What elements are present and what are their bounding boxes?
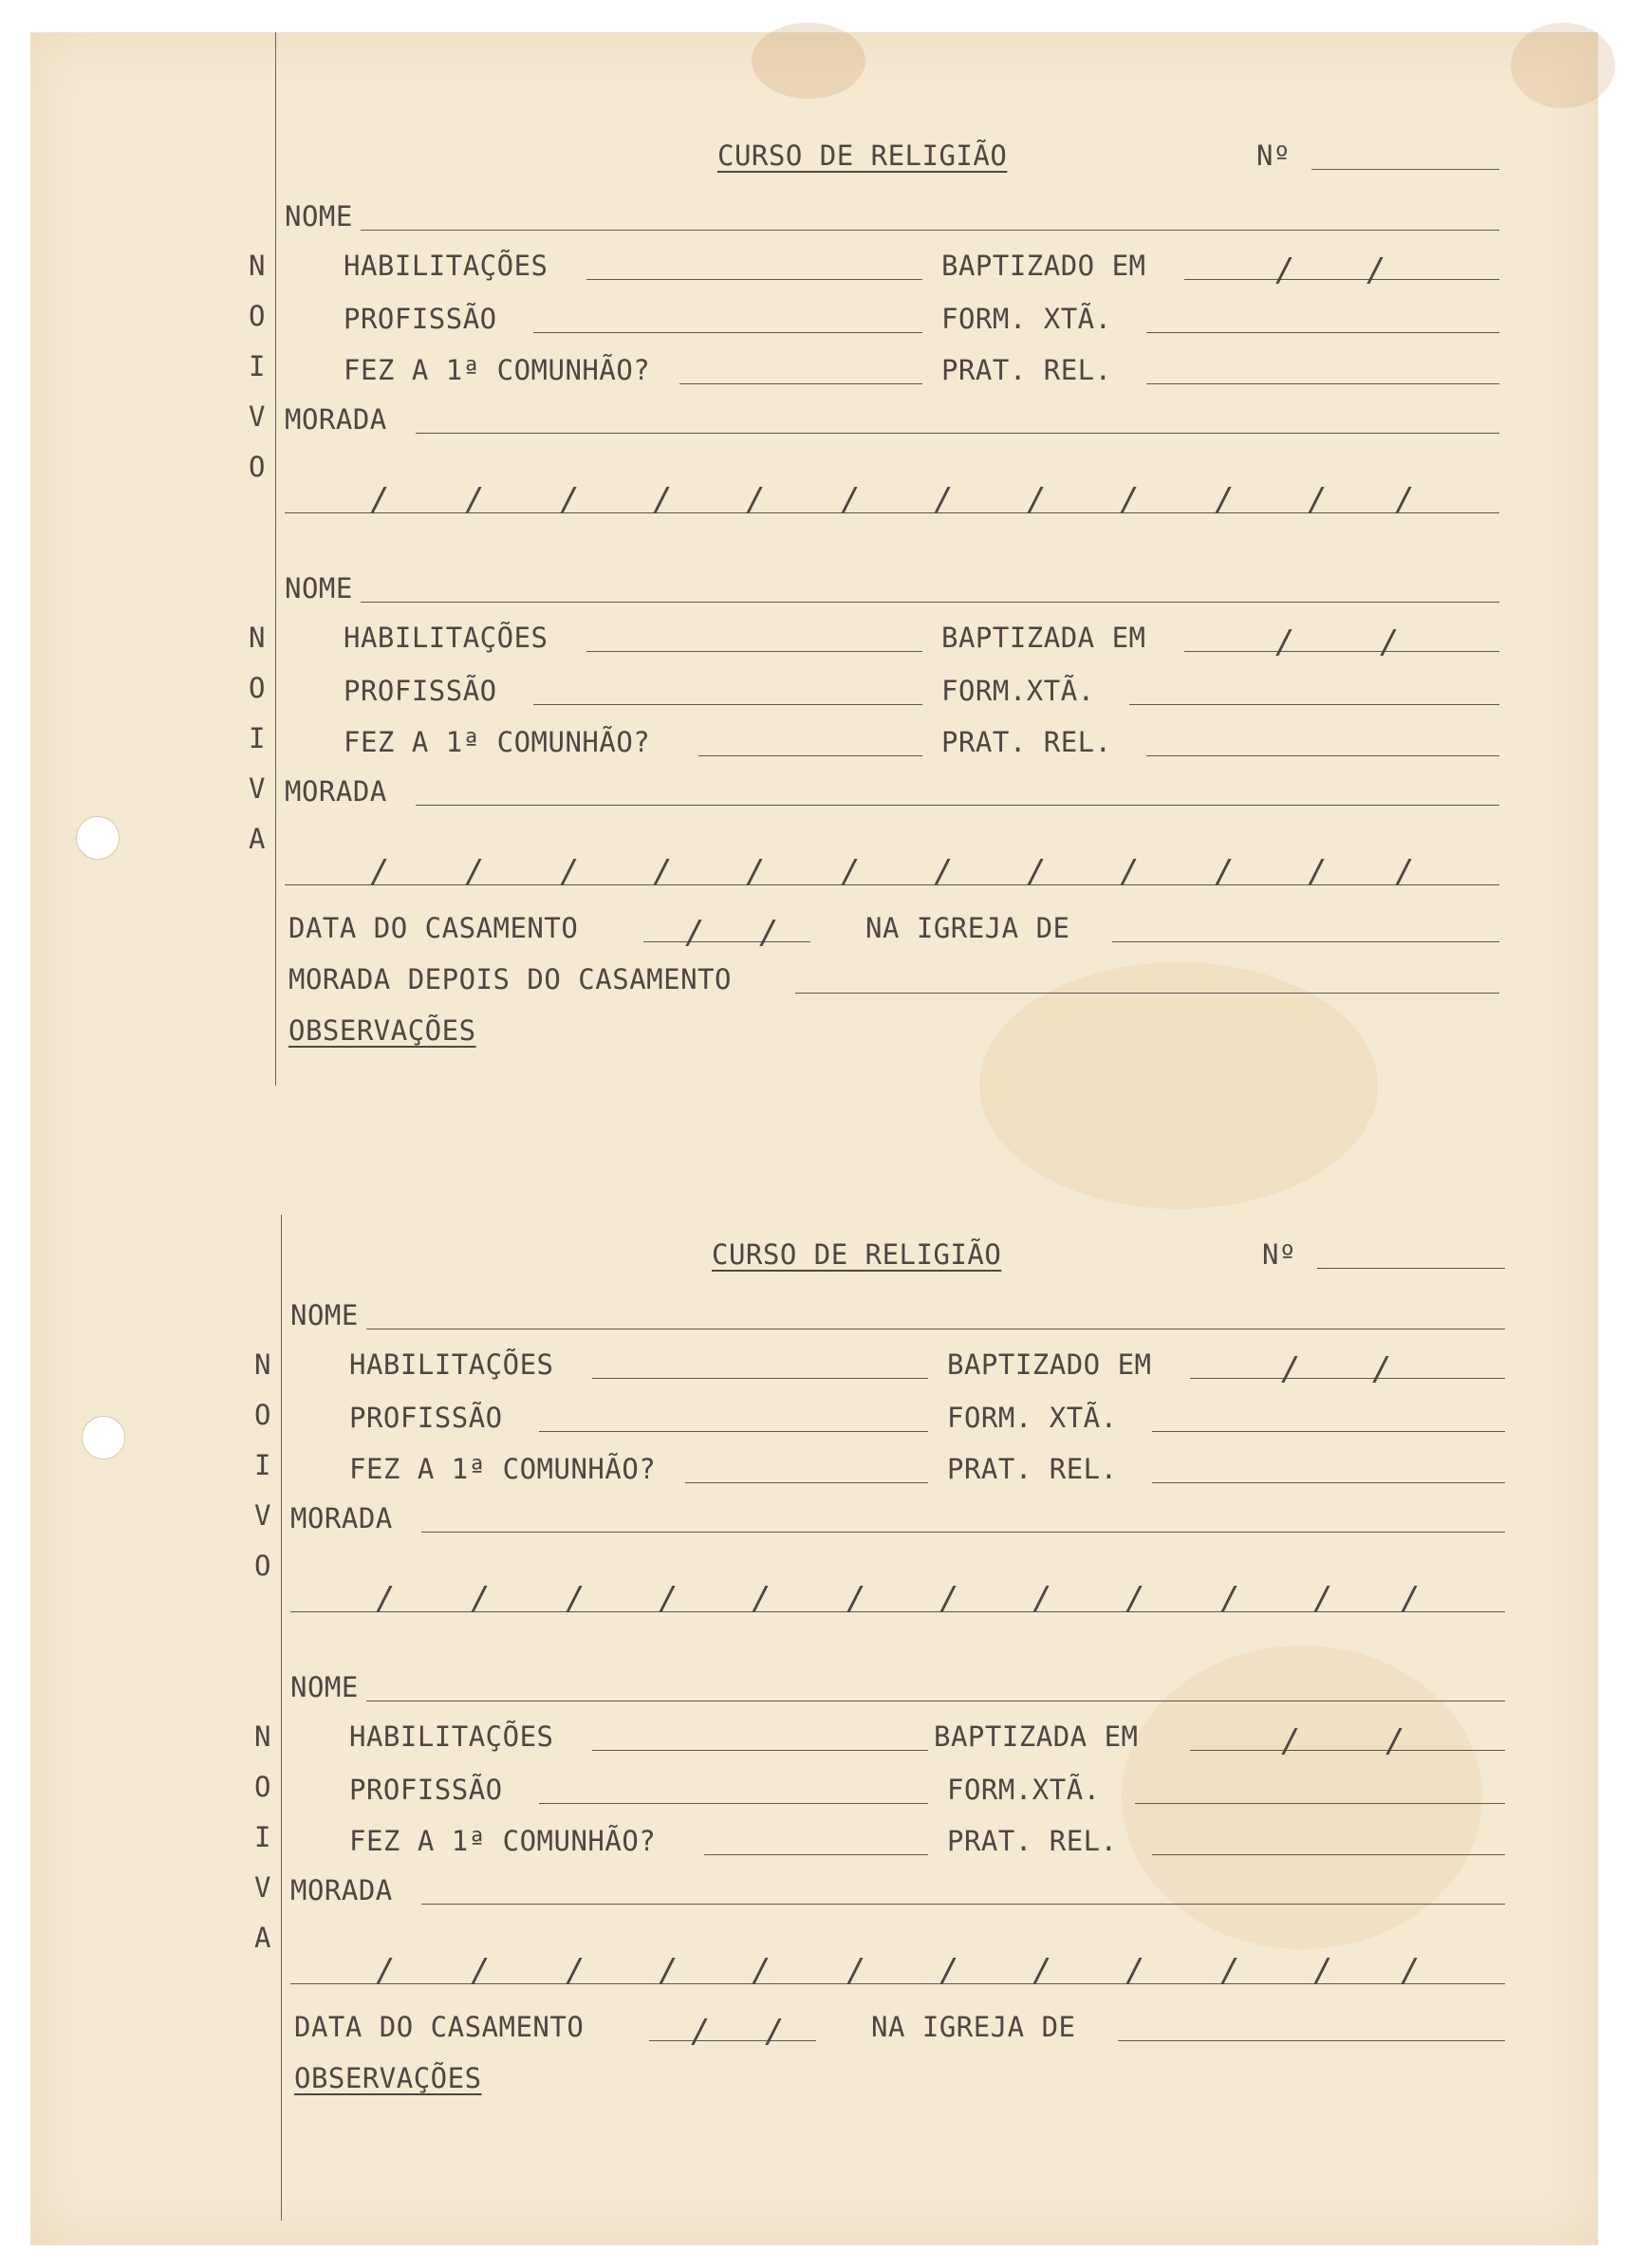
data-casamento-date-slash: / [685,914,705,952]
data-casamento-label: DATA DO CASAMENTO [288,912,579,944]
data-casamento-field[interactable] [649,2040,816,2041]
noiva-morada-slash: / [841,853,861,891]
igreja-label: NA IGREJA DE [871,2011,1076,2043]
noivo-nome-field[interactable] [361,230,1499,231]
noivo-side-letter: O [249,451,266,483]
punch-hole-top [76,816,120,860]
noiva-comunhao-field[interactable] [704,1854,928,1855]
noiva-prat-label: PRAT. REL. [947,1825,1118,1857]
noiva-morada-field[interactable] [416,805,1499,806]
noivo-morada-slash: / [934,481,954,519]
noivo-side-letter: O [254,1399,271,1431]
noivo-morada-slash: / [1313,1580,1333,1618]
noivo-comunhao-label: FEZ A 1ª COMUNHÃO? [349,1453,657,1485]
noiva-morada-slash: / [1032,1952,1052,1990]
observacoes-label-2: OBSERVAÇÕES [294,2062,482,2094]
noiva-prat-label: PRAT. REL. [941,726,1112,758]
noivo-morada-slash: / [560,481,580,519]
noiva-morada-slash: / [939,1952,959,1990]
noiva-morada-slash: / [1401,1952,1421,1990]
noivo-morada-field[interactable] [421,1532,1505,1533]
morada-depois-label: MORADA DEPOIS DO CASAMENTO [288,963,732,995]
noiva-comunhao-field[interactable] [698,755,922,756]
noiva-morada-slash: / [746,853,766,891]
noivo-baptizado-date-slash: / [1281,1350,1301,1388]
noivo-side-letter: V [254,1499,271,1532]
noivo-habilitacoes-label: HABILITAÇÕES [344,250,548,282]
noiva-morada-slash: / [1395,853,1415,891]
data-casamento-date-slash: / [765,2013,785,2051]
noivo-morada-slash: / [659,1580,679,1618]
noiva-morada-slash: / [752,1952,772,1990]
noivo-morada-slash: / [370,481,390,519]
noiva-form-label: FORM.XTÃ. [947,1774,1101,1806]
noiva-form-label: FORM.XTÃ. [941,675,1095,707]
noivo-baptizado-date-slash: / [1372,1350,1392,1388]
noiva-morada-slash: / [1120,853,1140,891]
noiva-morada-slash: / [934,853,954,891]
noiva-morada-slash: / [560,853,580,891]
noivo-profissao-field[interactable] [533,332,922,333]
noiva-habilitacoes-label: HABILITAÇÕES [344,622,548,654]
noivo-baptizado-label: BAPTIZADO EM [947,1348,1152,1381]
noiva-comunhao-label: FEZ A 1ª COMUNHÃO? [349,1825,657,1857]
noivo-side-letter: I [254,1449,271,1481]
noiva-morada-slash: / [1027,853,1047,891]
noiva-morada-slash: / [465,853,485,891]
number-label: Nº [1262,1238,1296,1271]
noiva-baptizada-date-slash: / [1275,623,1295,661]
noiva-morada-slash: / [659,1952,679,1990]
noivo-profissao-label: PROFISSÃO [349,1402,503,1434]
noivo-nome-label: NOME [290,1299,359,1331]
margin-rule-bottom [281,1215,282,2221]
noivo-prat-field[interactable] [1146,383,1499,384]
observacoes-label: OBSERVAÇÕES [288,1014,476,1047]
number-field[interactable] [1317,1268,1505,1269]
data-casamento-field[interactable] [643,941,810,942]
noivo-morada-slash: / [1032,1580,1052,1618]
noiva-morada-slash: / [376,1952,396,1990]
noivo-morada-slash: / [1308,481,1328,519]
noivo-morada-label: MORADA [285,403,387,436]
noivo-habilitacoes-field[interactable] [586,279,922,280]
noiva-form-field[interactable] [1135,1803,1505,1804]
noivo-profissao-label: PROFISSÃO [344,303,497,335]
noiva-side-letter: O [249,672,266,704]
noivo-form-label: FORM. XTÃ. [947,1402,1118,1434]
noiva-side-letter: A [249,823,266,855]
noivo-baptizado-field[interactable] [1184,279,1499,280]
noivo-profissao-field[interactable] [539,1431,928,1432]
noiva-side-letter: I [254,1821,271,1853]
noiva-form-field[interactable] [1129,704,1499,705]
noivo-morada-slash: / [746,481,766,519]
noiva-nome-field[interactable] [361,602,1499,603]
noivo-morada-slash: / [465,481,485,519]
noivo-morada-slash: / [841,481,861,519]
noiva-morada-label: MORADA [290,1874,393,1906]
noiva-prat-field[interactable] [1152,1854,1505,1855]
noivo-morada-slash: / [1215,481,1235,519]
noiva-morada-slash: / [1313,1952,1333,1990]
noiva-morada-field[interactable] [421,1904,1505,1905]
noivo-prat-label: PRAT. REL. [941,354,1112,386]
form-title: CURSO DE RELIGIÃO [717,139,1008,172]
noivo-form-label: FORM. XTÃ. [941,303,1112,335]
noivo-baptizado-label: BAPTIZADO EM [941,250,1146,282]
noivo-side-letter: V [249,400,266,433]
noiva-habilitacoes-field[interactable] [592,1750,928,1751]
noivo-baptizado-date-slash: / [1275,251,1295,289]
noivo-form-field[interactable] [1152,1431,1505,1432]
igreja-field[interactable] [1118,2040,1505,2041]
noiva-profissao-label: PROFISSÃO [344,675,497,707]
noivo-morada-field[interactable] [416,433,1499,434]
noiva-habilitacoes-label: HABILITAÇÕES [349,1720,554,1753]
noiva-side-letter: N [249,622,266,654]
noivo-prat-field[interactable] [1152,1482,1505,1483]
noiva-morada-slash: / [370,853,390,891]
noivo-side-letter: O [254,1550,271,1582]
noiva-profissao-field[interactable] [533,704,922,705]
noivo-habilitacoes-field[interactable] [592,1378,928,1379]
noivo-baptizado-date-slash: / [1366,251,1386,289]
number-label: Nº [1256,139,1291,172]
noiva-nome-label: NOME [285,572,353,604]
noivo-prat-label: PRAT. REL. [947,1453,1118,1485]
noivo-habilitacoes-label: HABILITAÇÕES [349,1348,554,1381]
noiva-morada-label: MORADA [285,775,387,808]
form-sheet [30,32,1598,2245]
noiva-morada-slash: / [471,1952,491,1990]
noiva-baptizada-date-slash: / [1281,1722,1301,1760]
noiva-baptizada-label: BAPTIZADA EM [934,1720,1139,1753]
noivo-side-letter: N [254,1348,271,1381]
noiva-side-letter: A [254,1922,271,1954]
noiva-baptizada-label: BAPTIZADA EM [941,622,1146,654]
noiva-baptizada-field[interactable] [1184,651,1499,652]
noiva-morada-slash: / [566,1952,586,1990]
noiva-profissao-label: PROFISSÃO [349,1774,503,1806]
data-casamento-date-slash: / [691,2013,711,2051]
noiva-comunhao-label: FEZ A 1ª COMUNHÃO? [344,726,651,758]
noivo-side-letter: N [249,250,266,282]
noivo-morada-slash: / [376,1580,396,1618]
noivo-morada-slash: / [653,481,673,519]
noiva-side-letter: O [254,1771,271,1803]
noiva-baptizada-field[interactable] [1190,1750,1505,1751]
noiva-side-letter: V [254,1871,271,1904]
igreja-field[interactable] [1112,941,1499,942]
noiva-morada-slash: / [653,853,673,891]
noiva-morada-slash: / [1125,1952,1145,1990]
noivo-comunhao-label: FEZ A 1ª COMUNHÃO? [344,354,651,386]
noivo-comunhao-field[interactable] [685,1482,928,1483]
noivo-form-field[interactable] [1146,332,1499,333]
noivo-morada-slash: / [1027,481,1047,519]
noiva-morada-slash: / [1220,1952,1240,1990]
noiva-side-letter: N [254,1720,271,1753]
noiva-morada-slash: / [846,1952,866,1990]
noiva-nome-label: NOME [290,1671,359,1703]
noiva-habilitacoes-field[interactable] [586,651,922,652]
noiva-side-letter: V [249,772,266,805]
data-casamento-date-slash: / [759,914,779,952]
form-title: CURSO DE RELIGIÃO [712,1238,1002,1271]
noiva-baptizada-date-slash: / [1385,1722,1405,1760]
number-field[interactable] [1311,169,1499,170]
noivo-morada-label: MORADA [290,1502,393,1534]
noivo-comunhao-field[interactable] [679,383,922,384]
noivo-morada-slash: / [566,1580,586,1618]
noiva-morada-slash: / [1308,853,1328,891]
noivo-baptizado-field[interactable] [1190,1378,1505,1379]
morada-depois-field[interactable] [795,993,1499,994]
noivo-morada-slash: / [471,1580,491,1618]
noivo-morada-slash: / [846,1580,866,1618]
noivo-morada-slash: / [1401,1580,1421,1618]
noivo-nome-label: NOME [285,200,353,232]
data-casamento-label: DATA DO CASAMENTO [294,2011,585,2043]
noiva-profissao-field[interactable] [539,1803,928,1804]
margin-rule-top [275,32,276,1086]
noivo-morada-slash: / [1220,1580,1240,1618]
noivo-morada-slash: / [1125,1580,1145,1618]
noivo-morada-slash: / [1395,481,1415,519]
noiva-baptizada-date-slash: / [1380,623,1400,661]
noivo-side-letter: O [249,300,266,332]
noivo-side-letter: I [249,350,266,382]
punch-hole-bottom [82,1416,125,1459]
igreja-label: NA IGREJA DE [865,912,1070,944]
noivo-morada-slash: / [1120,481,1140,519]
noiva-prat-field[interactable] [1146,755,1499,756]
noivo-morada-slash: / [939,1580,959,1618]
noiva-side-letter: I [249,722,266,754]
noivo-morada-slash: / [752,1580,772,1618]
noiva-morada-slash: / [1215,853,1235,891]
